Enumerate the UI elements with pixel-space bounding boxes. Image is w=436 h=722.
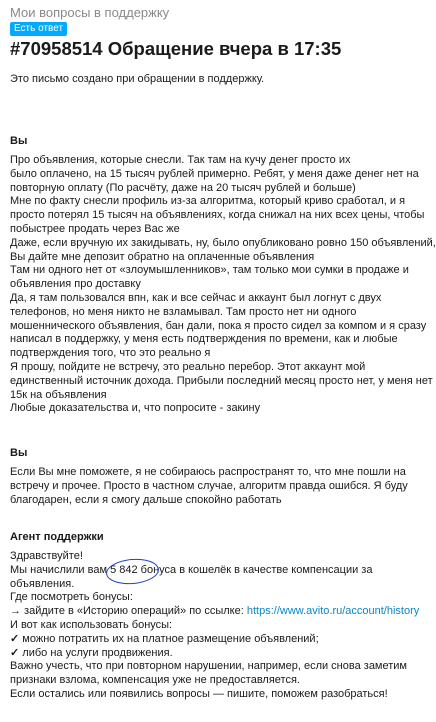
message-line: 15к на объявления xyxy=(10,388,107,401)
usage-item: ✓ либо на услуги продвижения. xyxy=(10,646,173,659)
history-link[interactable]: https://www.avito.ru/account/history xyxy=(246,605,420,618)
message-line: было оплачено, на 15 тысяч рублей примерно. Ребят, у меня даже денег нет на xyxy=(10,167,419,180)
warning-line: Важно учесть, что при повторном нарушении, например, если снова заметим xyxy=(10,660,407,673)
message-line: подтверждения того, что это реально я xyxy=(10,347,211,360)
message-body xyxy=(10,466,408,507)
greeting: Здравствуйте! xyxy=(10,550,83,562)
usage-item: ✓ можно потратить их на платное размещение объявлений; xyxy=(10,632,319,645)
message-body xyxy=(10,154,436,416)
message-line: Про объявления, которые снесли. Так там на кучу денег просто их xyxy=(10,154,351,166)
message-line: Вы дайте мне депозит обратно на оплаченные объявления xyxy=(10,250,315,263)
history-line: → зайдите в «Историю операций» по ссылке: https://www.avito.ru/account/history xyxy=(10,605,420,618)
message-line: единственный источник дохода. Прибыли последний месяц просто нет, у меня нет xyxy=(10,374,433,387)
message-line: Если Вы мне поможете, я не собираюсь распространят то, что мне пошли на xyxy=(10,466,406,478)
message-line: Даже, если вручную их закидывать, ну, было опубликовано ровно 150 объявлений, xyxy=(10,236,436,249)
message-line: написал в поддержку, у меня есть подтверждения по времени, как и любые xyxy=(10,333,398,346)
message-author: Вы xyxy=(10,447,28,459)
check-icon: ✓ xyxy=(10,646,20,659)
message-line: благодарен, если я смогу дальше спокойно работать xyxy=(10,493,282,506)
message-line: побыстрее продать через Вас же xyxy=(10,222,180,235)
message-body xyxy=(10,550,420,702)
message-agent xyxy=(10,531,420,702)
message-line: Там ни одного нет от «злоумышленников», там только мои сумки в продаже и xyxy=(10,264,409,277)
message-user-1 xyxy=(10,135,436,416)
message-line: Да, я там пользовался впн, как и все сейчас и аккаунт был логнут с двух xyxy=(10,291,382,304)
status-badge: Есть ответ xyxy=(10,22,67,36)
bonus-amount: 5 842 xyxy=(110,564,138,578)
message-line: просто потерял 15 тысяч на объявлениях, когда снижал на них всех цены, чтобы xyxy=(10,209,425,222)
credit-line-2: объявления. xyxy=(10,577,75,590)
message-user-2 xyxy=(10,447,408,507)
message-line: Я прошу, пойдите не встречу, это реально перебор. Этот аккаунт мой xyxy=(10,360,366,373)
message-line: телефонов, но меня никто не взламывал. Там просто нет ни одного xyxy=(10,305,357,318)
closing-line: Если остались или появились вопросы — пишите, поможем разобраться! xyxy=(10,687,388,700)
check-icon: ✓ xyxy=(10,632,20,645)
message-author: Вы xyxy=(10,135,28,147)
message-line: Мне по факту снесли профиль из-за алгоритма, который криво сработал, и я xyxy=(10,195,406,208)
page-title: #70958514 Обращение вчера в 17:35 xyxy=(10,38,342,59)
breadcrumb-my-support-questions[interactable]: Мои вопросы в поддержку xyxy=(10,5,170,20)
intro-text: Это письмо создано при обращении в поддержку. xyxy=(10,73,265,85)
where-label: Где посмотреть бонусы: xyxy=(10,591,133,604)
message-line: мошеннического объявления, бан дали, пока я просто сидел за компом и я сразу xyxy=(10,319,427,332)
warning-line: признаки взлома, компенсация уже не предоставляется. xyxy=(10,674,300,687)
credit-line: Мы начислили вам 5 842 бонуса в кошелёк в качестве компенсации за xyxy=(10,564,392,578)
message-line: Любые доказательства и, что попросите - закину xyxy=(10,402,261,415)
message-line: повторную оплату (По расчёту, даже на 20 тысяч рублей и больше) xyxy=(10,181,356,194)
message-author: Агент поддержки xyxy=(10,531,104,543)
message-line: объявления про доставку xyxy=(10,278,141,291)
message-line: встречу и прочее. Просто в частном случае, алгоритм правда ошибся. Я буду xyxy=(10,479,408,492)
usage-label: И вот как использовать бонусы: xyxy=(10,618,173,631)
